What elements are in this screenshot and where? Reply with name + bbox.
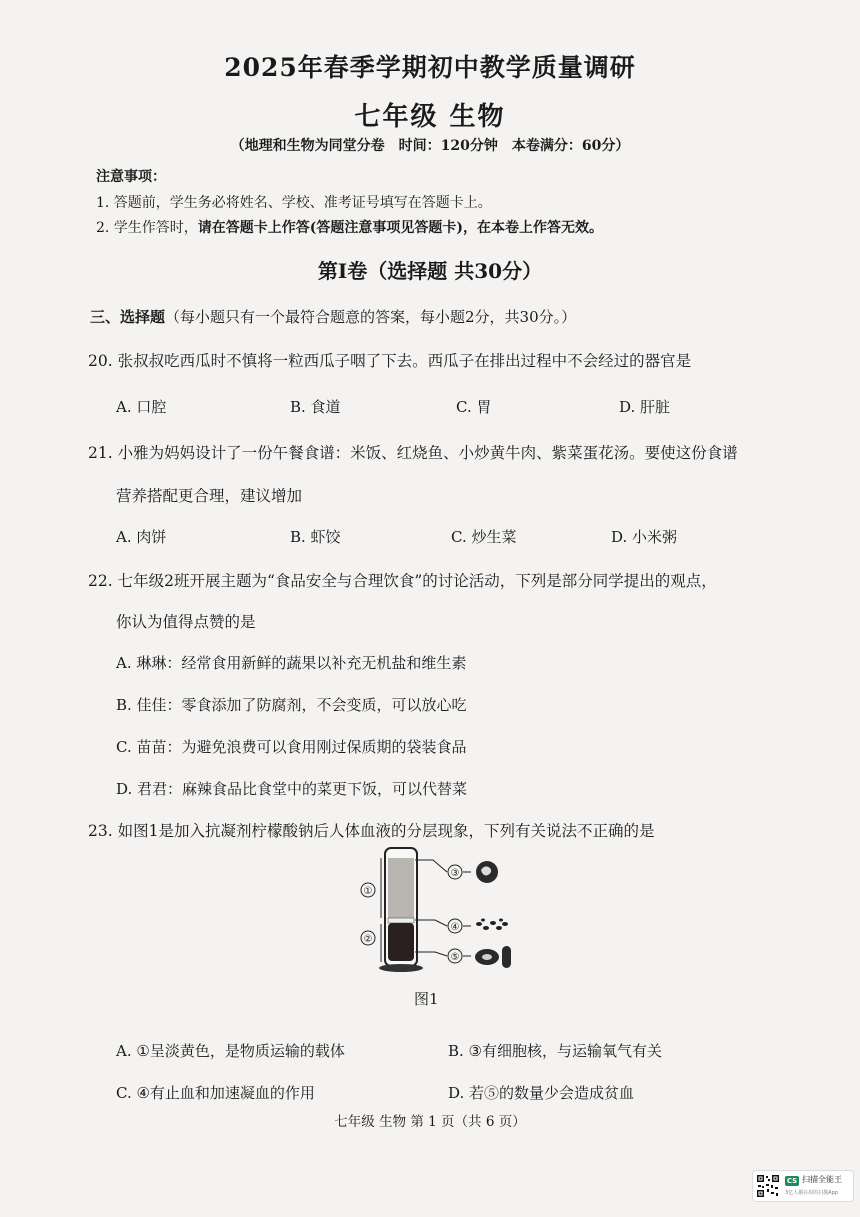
question-22-option-d: D. 君君：麻辣食品比食堂中的菜更下饭，可以代替菜 <box>116 780 468 798</box>
part-label: 三、选择题 <box>90 308 166 326</box>
figure-caption: 图1 <box>414 990 439 1008</box>
question-20-stem: 20. 张叔叔吃西瓜时不慎将一粒西瓜子咽了下去。西瓜子在排出过程中不会经过的器官是 <box>88 352 692 370</box>
question-23-option-c: C. ④有止血和加速凝血的作用 <box>116 1084 315 1102</box>
question-20-option-c: C. 胃 <box>456 398 492 416</box>
exam-info: （地理和生物为同堂分卷 时间：120分钟 本卷满分：60分） <box>230 138 630 154</box>
question-20-option-a: A. 口腔 <box>116 398 167 416</box>
section-title: 第Ⅰ卷（选择题 共30分） <box>317 259 543 283</box>
notice-item-1: 1. 答题前，学生务必将姓名、学校、准考证号填写在答题卡上。 <box>96 195 492 211</box>
question-22-option-b: B. 佳佳：零食添加了防腐剂，不会变质，可以放心吃 <box>116 696 467 714</box>
question-21-option-a: A. 肉饼 <box>116 528 167 546</box>
question-22-option-c: C. 苗苗：为避免浪费可以食用刚过保质期的袋装食品 <box>116 738 467 756</box>
label-2: ② <box>363 934 373 945</box>
white-cell-platelet-layer <box>388 918 414 923</box>
red-cell-layer <box>388 923 414 961</box>
question-23-option-a: A. ①呈淡黄色，是物质运输的载体 <box>116 1042 345 1060</box>
page-title: 2025年春季学期初中教学质量调研 <box>224 53 636 82</box>
question-21-option-c: C. 炒生菜 <box>451 528 517 546</box>
scanner-app-slogan: 3亿人都在用的扫描App <box>785 1190 838 1196</box>
scanner-watermark <box>752 1170 854 1202</box>
cs-logo-icon: CS <box>786 1177 798 1185</box>
question-21-stem: 21. 小雅为妈妈设计了一份午餐食谱：米饭、红烧鱼、小炒黄牛肉、紫菜蛋花汤。要使这份食谱 <box>88 444 738 462</box>
question-21-stem-cont: 营养搭配更合理，建议增加 <box>116 487 303 505</box>
plasma-layer <box>388 858 414 918</box>
part-heading <box>90 306 576 327</box>
label-4: ④ <box>450 922 460 933</box>
notice-item-2-text: 2. 学生作答时， <box>96 220 198 236</box>
qr-code-icon <box>756 1174 780 1198</box>
label-3: ③ <box>450 868 460 879</box>
question-22-option-a: A. 琳琳：经常食用新鲜的蔬果以补充无机盐和维生素 <box>116 654 467 672</box>
question-20-option-d: D. 肝脏 <box>619 398 671 416</box>
page-subtitle: 七年级 生物 <box>354 102 506 132</box>
question-23-option-d: D. 若⑤的数量少会造成贫血 <box>448 1084 635 1102</box>
platelet-icon <box>476 919 508 931</box>
white-blood-cell-icon <box>476 861 498 883</box>
question-20-option-b: B. 食道 <box>290 398 341 416</box>
question-23-stem: 23. 如图1是加入抗凝剂柠檬酸钠后人体血液的分层现象，下列有关说法不正确的是 <box>88 822 655 840</box>
question-21-option-d: D. 小米粥 <box>611 528 678 546</box>
blood-layer-figure <box>355 840 525 980</box>
label-1: ① <box>363 886 373 897</box>
question-22-stem-cont: 你认为值得点赞的是 <box>116 613 256 631</box>
notice-item-2-emphasis: 请在答题卡上作答(答题注意事项见答题卡)，在本卷上作答无效。 <box>197 220 604 236</box>
page-footer: 七年级 生物 第 1 页（共 6 页） <box>334 1114 526 1130</box>
notice-item-2 <box>96 217 603 237</box>
question-23-option-b: B. ③有细胞核，与运输氧气有关 <box>448 1042 663 1060</box>
question-22-stem: 22. 七年级2班开展主题为“食品安全与合理饮食”的讨论活动，下列是部分同学提出的观点， <box>88 572 717 590</box>
scanner-app-name: 扫描全能王 <box>802 1175 842 1184</box>
notice-heading: 注意事项： <box>96 169 166 185</box>
tube-base <box>379 964 423 972</box>
red-blood-cell-icon <box>475 946 511 968</box>
label-5: ⑤ <box>450 952 460 963</box>
part-note: （每小题只有一个最符合题意的答案，每小题2分，共30分。） <box>165 308 577 326</box>
question-21-option-b: B. 虾饺 <box>290 528 341 546</box>
